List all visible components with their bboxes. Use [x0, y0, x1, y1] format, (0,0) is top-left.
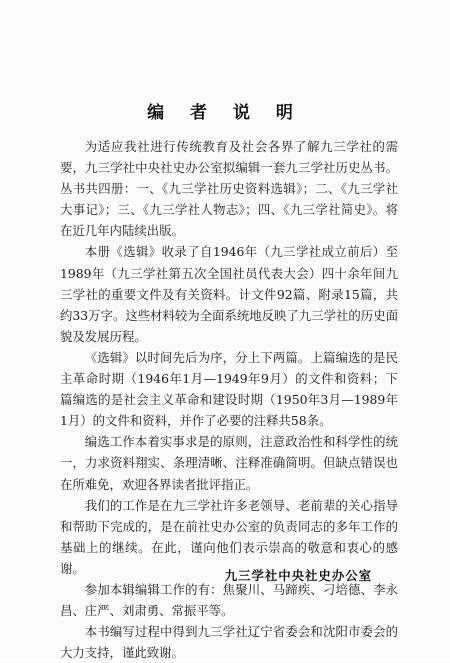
paragraph-thanks-committees: 本书编写过程中得到九三学社辽宁省委会和沈阳市委会的大力支持，谨此致谢。 — [60, 624, 398, 661]
paragraph-principles: 编选工作本着实事求是的原则，注意政治性和科学性的统一，力求资料翔实、条理清晰、注释准确简明。但缺点错误也在所难免，欢迎各界读者批评指正。 — [60, 434, 398, 492]
page-title: 编 者 说 明 — [147, 103, 303, 123]
paragraph-structure: 《选辑》以时间先后为序，分上下两篇。上篇编选的是民主革命时期（1946年1月—1949年9月）的文件和资料；下篇编选的是社会主义革命和建设时期（1950年3月—1989年1月）的文件和资料，并作了必要的注释共58条。 — [60, 349, 398, 429]
paragraph-thanks-leaders: 我们的工作是在九三学社许多老领导、老前辈的关心指导和帮助下完成的，是在前社史办公室的负责同志的多年工作的基础上的继续。在此，谨向他们表示崇高的敬意和衷心的感谢。 — [60, 497, 398, 576]
signature: 九三学社中央社史办公室 — [224, 568, 372, 583]
paragraph-editors: 参加本辑编辑工作的有：焦聚川、马蹄疾、刁培德、李永昌、庄严、刘肃勇、常振平等。 — [60, 581, 398, 619]
paragraph-purpose: 为适应我社进行传统教育及社会各界了解九三学社的需要，九三学社中央社史办公室拟编辑一套九三学社历史丛书。丛书共四册：一、《九三学社历史资料选辑》；二、《九三学社大事记》；三、《九三学社人物志》；四、《九三学社简史》。将在近几年内陆续出版。 — [60, 139, 398, 239]
paragraph-contents: 本册《选辑》收录了自1946年（九三学社成立前后）至1989年（九三学社第五次全国社员代表大会）四十余年间九三学社的重要文件及有关资料。计文件92篇、附录15篇，共约33万字。这些材料较为全面系统地反映了九三学社的历史面貌及发展历程。 — [60, 244, 398, 344]
